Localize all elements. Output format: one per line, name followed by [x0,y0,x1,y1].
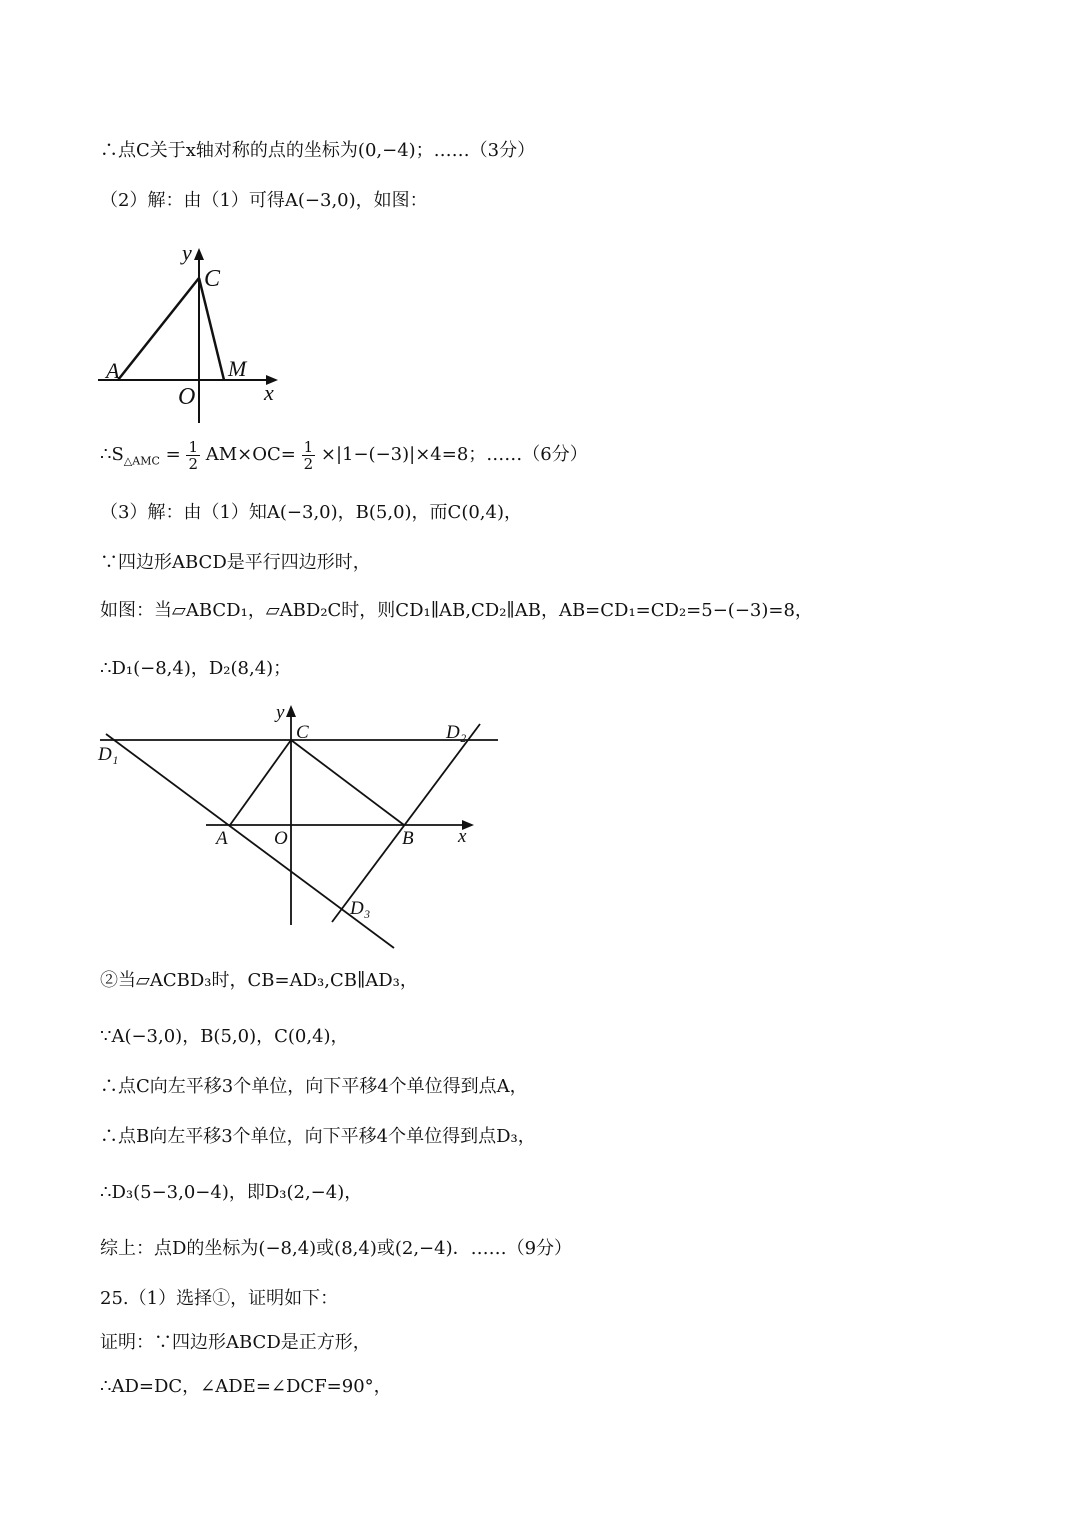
label-c: C [204,266,221,292]
line-d3-result: ∴D₃(5−3,0−4)，即D₃(2,−4)， [100,1182,363,1203]
line-case1: 如图：当▱ABCD₁，▱ABD₂C时，则CD₁∥AB,CD₂∥AB，AB=CD₁=CD₂=5−(−3)=8， [100,600,813,621]
fraction-numerator: 1 [303,437,314,456]
label-b: B [402,828,414,849]
label-x: x [264,380,274,405]
segment-ac [118,278,199,380]
line-d1-d2: ∴D₁(−8,4)，D₂(8,4)； [100,658,292,679]
area-subscript: △AMC [123,454,160,468]
line-d3-b-d2 [332,724,480,922]
line-coordinates: ∵A(−3,0)，B(5,0)，C(0,4)， [100,1026,349,1047]
segment-cm [199,278,224,380]
label-d3: D₃ [350,898,371,919]
figure-parallelograms [96,700,506,955]
label-a: A [106,358,120,383]
fraction-half-2 [302,439,316,472]
line-part3-intro: （3）解：由（1）知A(−3,0)，B(5,0)，而C(0,4)， [100,502,522,523]
label-y: y [276,702,285,723]
label-c: C [296,722,309,743]
line-case2: ②当▱ACBD₃时，CB=AD₃,CB∥AD₃， [100,970,418,991]
area-prefix: ∴S [100,444,124,465]
line-proof-square: 证明：∵四边形ABCD是正方形， [100,1332,371,1353]
y-axis-arrow [286,705,296,717]
figure-triangle-amc [96,240,286,425]
segment-ac [230,740,291,825]
label-m: M [228,356,247,381]
label-o: O [178,384,196,410]
line-translate-c: ∴点C向左平移3个单位，向下平移4个单位得到点A， [100,1076,528,1097]
label-y: y [182,240,192,265]
line-area-formula [100,438,588,479]
line-summary: 综上：点D的坐标为(−8,4)或(8,4)或(2,−4)．……（9分） [100,1238,573,1259]
area-middle: AM×OC= [205,444,296,465]
area-equals: = [165,444,181,465]
line-translate-b: ∴点B向左平移3个单位，向下平移4个单位得到点D₃， [100,1126,536,1147]
line-proof-equal: ∴AD=DC，∠ADE=∠DCF=90°， [100,1376,392,1397]
label-o: O [274,828,288,849]
fraction-denominator: 2 [303,454,314,473]
fraction-numerator: 1 [188,437,198,456]
label-x: x [458,826,467,847]
label-d1: D₁ [98,744,119,765]
label-d2: D₂ [446,722,467,743]
fraction-half-1 [186,439,200,472]
line-part2-intro: （2）解：由（1）可得A(−3,0)，如图： [100,190,428,211]
area-result: ×|1−(−3)|×4=8；……（6分） [320,444,588,465]
fraction-denominator: 2 [188,454,198,473]
y-axis-arrow [194,248,204,260]
line-point-c-symmetry: ∴点C关于x轴对称的点的坐标为(0,−4)；……（3分） [100,140,536,161]
label-a: A [216,828,228,849]
segment-cb [291,740,404,825]
line-parallelogram-condition: ∵四边形ABCD是平行四边形时， [100,552,371,573]
line-q25-intro: 25.（1）选择①，证明如下： [100,1288,339,1309]
